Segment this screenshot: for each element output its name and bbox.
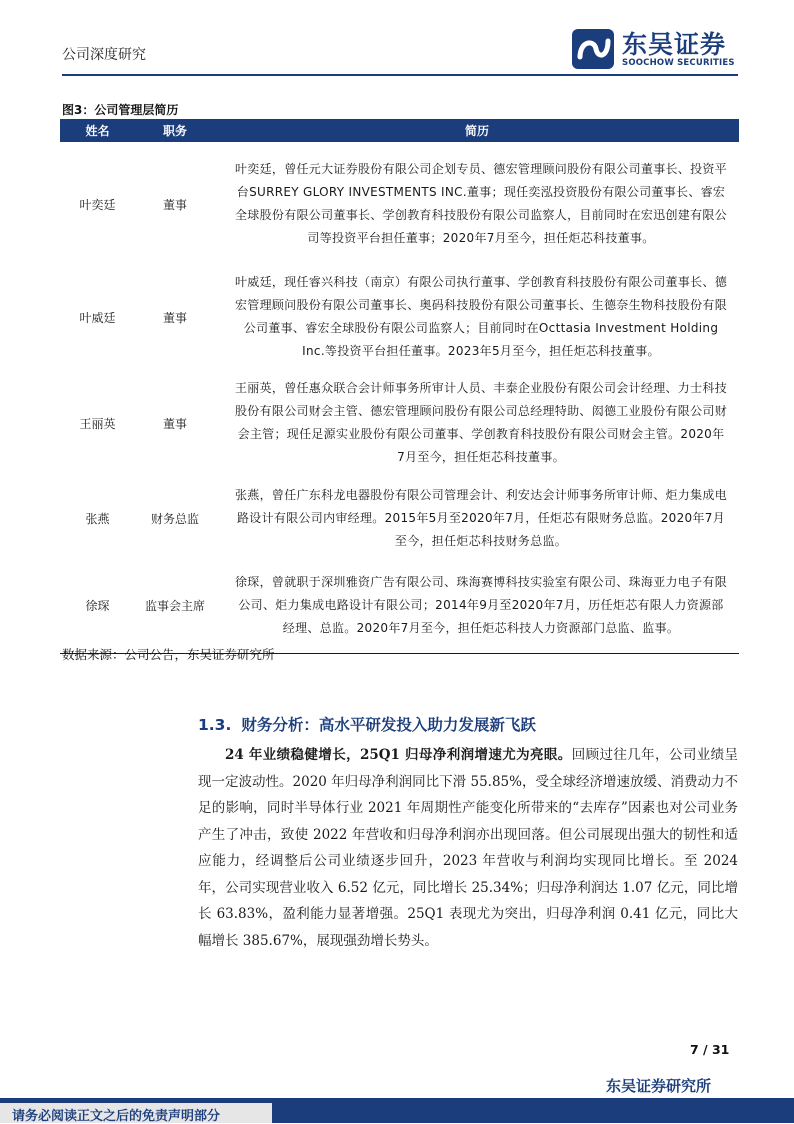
table-row [60, 142, 739, 266]
section-number: 1.3. [198, 716, 232, 734]
header-bio: 简历 [464, 124, 489, 138]
person-bio: 王丽英，曾任惠众联合会计师事务所审计人员、丰泰企业股份有限公司会计经理、力士科技股份有限公司财会主管、德宏管理顾问股份有限公司总经理特助、闳德工业股份有限公司财会主管；现任足源实业股份有限公司董事、学创教育科技股份有限公司财会主管。2020年7月至今，担任炬芯科技董事。 [235, 381, 728, 464]
logo-chinese-name: 东吴证券 [622, 30, 727, 59]
disclaimer-text[interactable]: 请务必阅读正文之后的免责声明部分 [12, 1109, 221, 1124]
person-role: 监事会主席 [144, 599, 205, 613]
footer-institute: 东吴证券研究所 [606, 1077, 712, 1095]
person-role: 财务总监 [150, 511, 199, 526]
person-name: 徐琛 [85, 599, 110, 613]
soochow-logo-icon [572, 29, 614, 69]
person-bio: 叶威廷，现任睿兴科技（南京）有限公司执行董事、学创教育科技股份有限公司董事长、德宏管理顾问股份有限公司董事长、奥码科技股份有限公司董事长、生德奈生物科技股份有限公司董事、睿宏全球股份有限公司监察人；目前同时在Octtasia Investment Holding Inc.等投资平台担任董事。2023年5月至今，担任炬芯科技董事。 [235, 275, 728, 358]
table-row [60, 368, 739, 478]
person-name: 张燕 [85, 511, 110, 526]
body-paragraph [198, 742, 738, 954]
logo-english-name: SOOCHOW SECURITIES [622, 58, 735, 68]
table-row [60, 558, 739, 653]
person-name: 叶威廷 [79, 310, 116, 325]
person-name: 叶奕廷 [79, 197, 116, 212]
person-bio: 徐琛，曾就职于深圳雅资广告有限公司、珠海赛博科技实验室有限公司、珠海亚力电子有限公司、炬力集成电路设计有限公司；2014年9月至2020年7月，历任炬芯有限人力资源部经理、总监。2020年7月至今，担任炬芯科技人力资源部门总监、监事。 [235, 575, 728, 635]
section-title: 财务分析：高水平研发投入助力发展新飞跃 [241, 716, 536, 734]
person-role: 董事 [162, 197, 187, 212]
report-type-label: 公司深度研究 [62, 47, 146, 63]
section-heading [198, 713, 546, 735]
management-table [60, 119, 739, 654]
header-role: 职务 [162, 124, 187, 138]
brand-logo [572, 27, 742, 71]
paragraph-body: 回顾过往几年，公司业绩呈现一定波动性。2020 年归母净利润同比下滑 55.85%，受全球经济增速放缓、消费动力不足的影响，同时半导体行业 2021 年周期性产能变化所带来的“去库存”因素也对公司业务产生了冲击，致使 2022 年营收和归母净利润亦出现回落。但公司展现出强大的韧性和适应能力，经调整后公司业绩逐步回升，2023 年营收与利润均实现同比增长。至 2024 年，公司实现营业收入 6.52 亿元，同比增长 25.34%；归母净利润达 1.07 亿元，同比增长 63.83%，盈利能力显著增强。25Q1 表现尤为突出，归母净利润 0.41 亿元，同比大幅增长 385.67%，展现强劲增长势头。 [198, 747, 738, 949]
person-bio: 张燕，曾任广东科龙电器股份有限公司管理会计、利安达会计师事务所审计师、炬力集成电路设计有限公司内审经理。2015年5月至2020年7月，任炬芯有限财务总监。2020年7月至今，担任炬芯科技财务总监。 [235, 487, 728, 548]
header-name: 姓名 [85, 124, 110, 138]
table-row [60, 478, 739, 558]
paragraph-lead: 24 年业绩稳健增长，25Q1 归母净利润增速尤为亮眼。 [225, 747, 572, 763]
person-role: 董事 [162, 416, 187, 431]
figure-caption: 图3：公司管理层简历 [62, 103, 179, 117]
person-bio: 叶奕廷，曾任元大证券股份有限公司企划专员、德宏管理顾问股份有限公司董事长、投资平台SURREY GLORY INVESTMENTS INC.董事；现任奕泓投资股份有限公司董事长、睿宏全球股份有限公司董事长、学创教育科技股份有限公司监察人，目前同时在宏迅创建有限公司等投资平台担任董事；2020年7月至今，担任炬芯科技董事。 [235, 162, 728, 245]
table-header [60, 119, 739, 142]
person-name: 王丽英 [79, 416, 116, 431]
person-role: 董事 [162, 310, 187, 325]
table-row [60, 266, 739, 368]
header-divider [62, 74, 738, 76]
data-source-note: 数据来源：公司公告，东吴证券研究所 [62, 647, 275, 662]
page-number: 7 / 31 [690, 1042, 730, 1057]
